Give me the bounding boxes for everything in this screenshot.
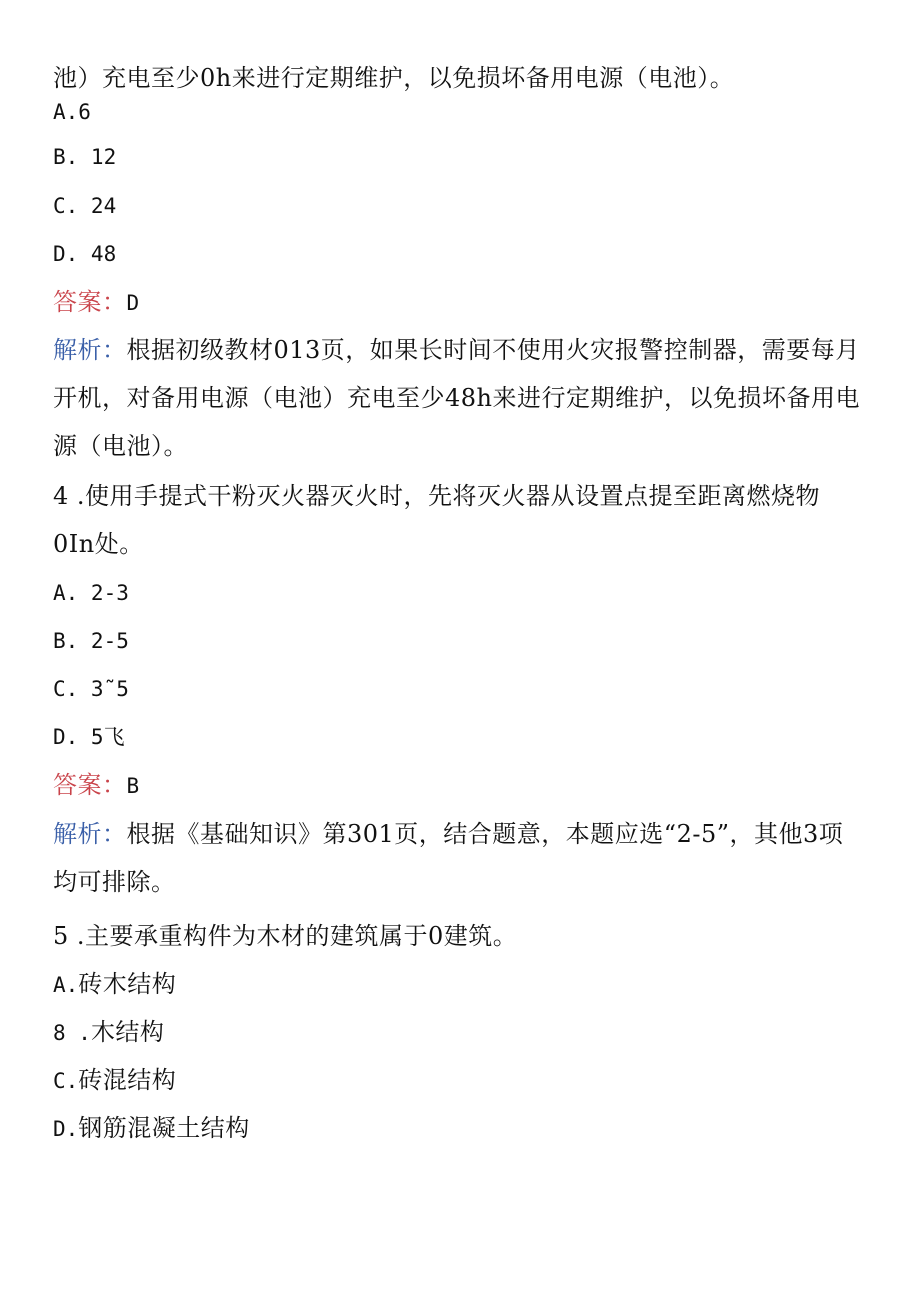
answer-value: B <box>126 774 140 798</box>
q5-option-b <box>53 1016 880 1049</box>
q4-option-c: C. 3˜5 <box>53 677 129 701</box>
q4-analysis-line-1 <box>53 818 880 850</box>
q5-option-a <box>53 968 880 1001</box>
q4-option-d <box>53 721 880 753</box>
option-prefix: C. <box>53 1069 79 1093</box>
q5-option-d <box>53 1112 880 1145</box>
q3-option-d: D. 48 <box>53 242 117 266</box>
q3-analysis-line-2: 开机，对备用电源（电池）充电至少48h来进行定期维护，以免损坏备用电 <box>53 384 860 412</box>
q3-analysis-line-1 <box>53 334 880 366</box>
q4-stem-line-1: 4 .使用手提式干粉灭火器灭火时，先将灭火器从设置点提至距离燃烧物 <box>53 482 821 510</box>
q3-answer <box>53 286 880 319</box>
q4-stem-line-2: 0In处。 <box>53 530 144 558</box>
analysis-label: 解析： <box>53 336 127 364</box>
option-text: 砖木结构 <box>78 970 177 998</box>
option-prefix: D. <box>53 1117 79 1141</box>
q3-option-c: C. 24 <box>53 194 117 218</box>
answer-label: 答案： <box>53 771 127 799</box>
q3-option-b: B. 12 <box>53 145 117 169</box>
option-prefix: 8 . <box>53 1021 91 1045</box>
q3-stem-tail: 池）充电至少0h来进行定期维护，以免损坏备用电源（电池）。 <box>53 64 735 92</box>
analysis-text: 根据《基础知识》第301页，结合题意，本题应选“2-5”，其他3项 <box>126 820 844 848</box>
analysis-text: 根据初级教材013页，如果长时间不使用火灾报警控制器，需要每月 <box>126 336 860 364</box>
option-text: 木结构 <box>90 1018 165 1046</box>
answer-value: D <box>126 291 140 315</box>
option-prefix: A. <box>53 973 79 997</box>
q4-option-a: A. 2-3 <box>53 581 129 605</box>
answer-label: 答案： <box>53 288 127 316</box>
q3-option-a: A.6 <box>53 100 91 124</box>
q5-stem: 5 .主要承重构件为木材的建筑属于0建筑。 <box>53 922 518 950</box>
q4-analysis-line-2: 均可排除。 <box>53 868 176 896</box>
q3-analysis-line-3: 源（电池）。 <box>53 432 188 460</box>
q4-answer <box>53 769 880 802</box>
q4-option-b: B. 2-5 <box>53 629 129 653</box>
analysis-label: 解析： <box>53 820 127 848</box>
option-text: 砖混结构 <box>78 1066 177 1094</box>
option-text: 钢筋混凝土结构 <box>78 1114 250 1142</box>
q4-option-d-text: D. 5飞 <box>53 725 125 749</box>
q5-option-c <box>53 1064 880 1097</box>
